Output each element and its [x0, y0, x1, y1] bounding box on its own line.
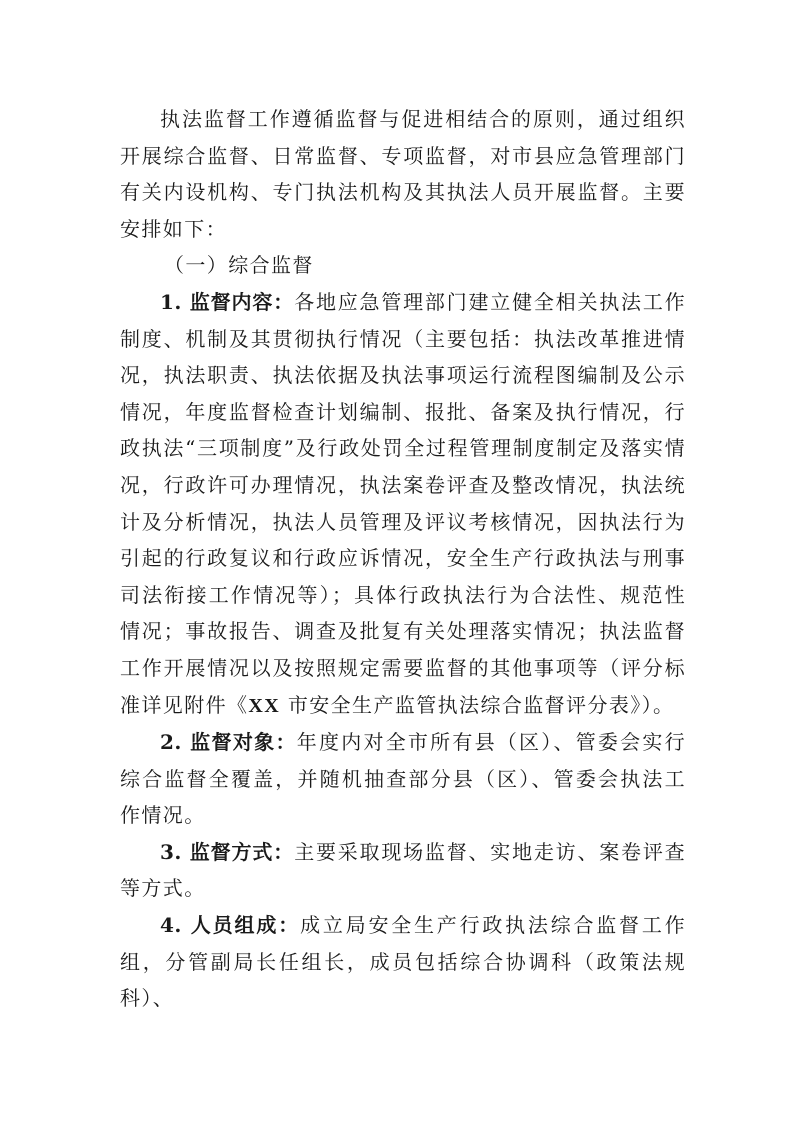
item-text: 各地应急管理部门建立健全相关执法工作制度、机制及其贯彻执行情况（主要包括：执法改革推进情况，执法职责、执法依据及执法事项运行流程图编制及公示情况，年度监督检查计划编制、报批、备案及执行情况，行政执法“三项制度”及行政处罚全过程管理制度制定及落实情况，行政许可办理情况，执法案卷评查及整改情况，执法统计及分析情况，执法人员管理及评议考核情况，因执法行为引起的行政复议和行政应诉情况，安全生产行政执法与刑事司法衔接工作情况等）；具体行政执法行为合法性、规范性情况；事故报告、调查及批复有关处理落实情况；执法监督工作开展情况以及按照规定需要监督的其他事项等（评分标准详见附件《: [120, 289, 687, 717]
item-lead: 3. 监督方式：: [160, 839, 295, 864]
item-lead: 1. 监督内容：: [160, 289, 295, 314]
item-supervision-target: [120, 724, 686, 834]
item-text-after: 市安全生产监管执法综合监督评分表》）。: [280, 692, 675, 717]
intro-paragraph: 执法监督工作遵循监督与促进相结合的原则，通过组织开展综合监督、日常监督、专项监督，对市县应急管理部门有关内设机构、专门执法机构及其执法人员开展监督。主要安排如下：: [120, 107, 686, 241]
section-heading: （一）综合监督: [164, 253, 314, 278]
item-supervision-method: [120, 834, 686, 907]
item-text: 成立局安全生产行政执法综合监督工作组，分管副局长任组长，成员包括综合协调科（政策法规科）、: [120, 913, 686, 1011]
item-text: 年度内对全市所有县（区）、管委会实行综合监督全覆盖，并随机抽查部分县（区）、管委会执法工作情况。: [120, 730, 687, 828]
item-lead: 4. 人员组成：: [160, 913, 301, 938]
document-page: [120, 101, 686, 1017]
item-supervision-content: [120, 284, 686, 724]
item-personnel: [120, 907, 686, 1017]
item-latin: XX: [248, 694, 281, 717]
item-lead: 2. 监督对象：: [160, 730, 297, 755]
item-text: 主要采取现场监督、实地走访、案卷评查等方式。: [120, 839, 687, 901]
